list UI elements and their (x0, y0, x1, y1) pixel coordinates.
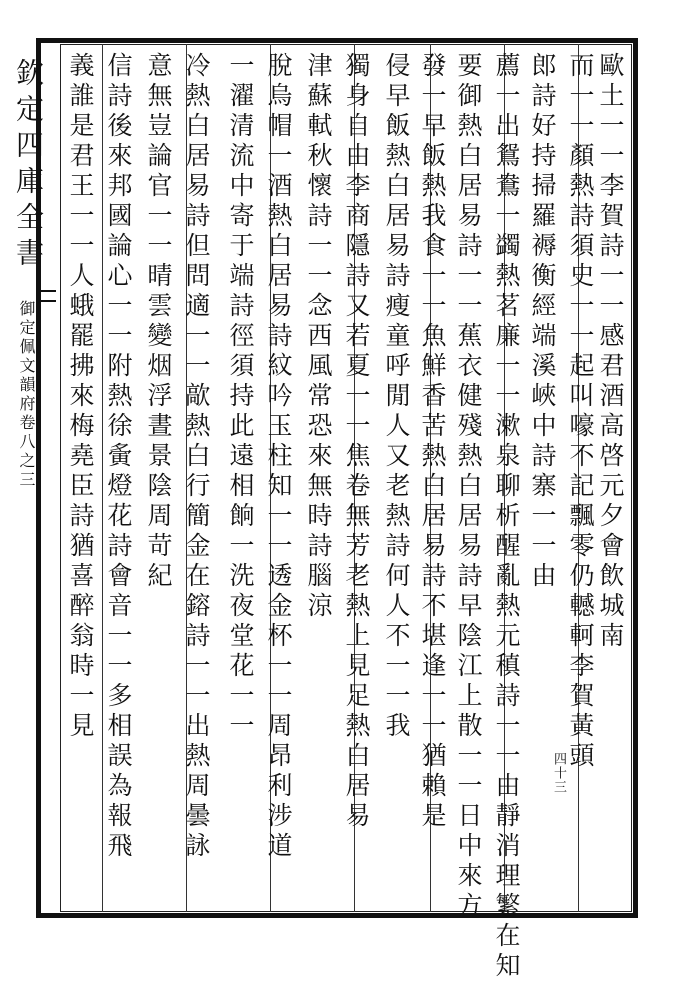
text-column-10: 脫烏帽一酒熱白居易詩紋吟玉柱知一一透金杯一一周昂利涉道 (264, 52, 293, 862)
text-column-12: 冷熱白居易詩但問適一一歊熱白行簡金在鎔詩一一出熱周曇詠 (182, 52, 211, 862)
volume-title: 御定佩文韻府卷八之三 (17, 300, 36, 490)
text-column-14: 信詩後來邦國論心一一附熱徐夤燈花詩會音一一多相誤為報飛 (104, 52, 133, 862)
text-column-9: 津蘇軾秋懷詩一一念西風常恐來無時詩腦涼 (304, 52, 333, 622)
text-column-5: 要御熱白居易詩一一蕉衣健殘熱白居易詩早陰江上散一一日中來方 (454, 52, 483, 922)
fishtail-mark (38, 290, 56, 302)
text-column-6: 發一早飯熱我食一一魚鮮香苦熱白居易詩不堪逢一一猶賴是 (418, 52, 447, 832)
text-column-15: 義誰是君王一一人蛾罷拂來梅堯臣詩猶喜醉翁時一見 (66, 52, 95, 742)
column-rule (102, 44, 103, 912)
text-column-8: 獨身自由李商隱詩又若夏一一焦卷無芳老熱上見足熱白居易 (342, 52, 371, 832)
text-column-13: 意無豈論官一一晴雲變烟浮晝景陰周苛紀 (144, 52, 173, 592)
text-column-4: 薦一出鴛鴦一蠲熱茗廉一一漱泉聊析醒亂熱元稹詩一一由靜消理繁在知 (492, 52, 521, 982)
book-title: 欽定四庫全書 (12, 58, 45, 274)
text-column-11: 一濯清流中寄于端詩徑須持此遠相餉一洗夜堂花一一 (226, 52, 255, 742)
text-column-1: 歐土一一李賀詩一一感君酒高啓元夕會飲城南 (596, 52, 625, 652)
text-column-2: 而一一顏熱詩須史一一起叫嚎不記飄零仍轗軻李賀黃頭 (566, 52, 595, 772)
text-column-7: 侵早飯熱白居易詩瘦童呼閒人又老熱詩何人不一一我 (382, 52, 411, 742)
page-number: 四十三 (551, 752, 566, 794)
text-column-3: 郎詩好持掃羅褥衡經端溪峽中詩寨一一由 (528, 52, 557, 592)
